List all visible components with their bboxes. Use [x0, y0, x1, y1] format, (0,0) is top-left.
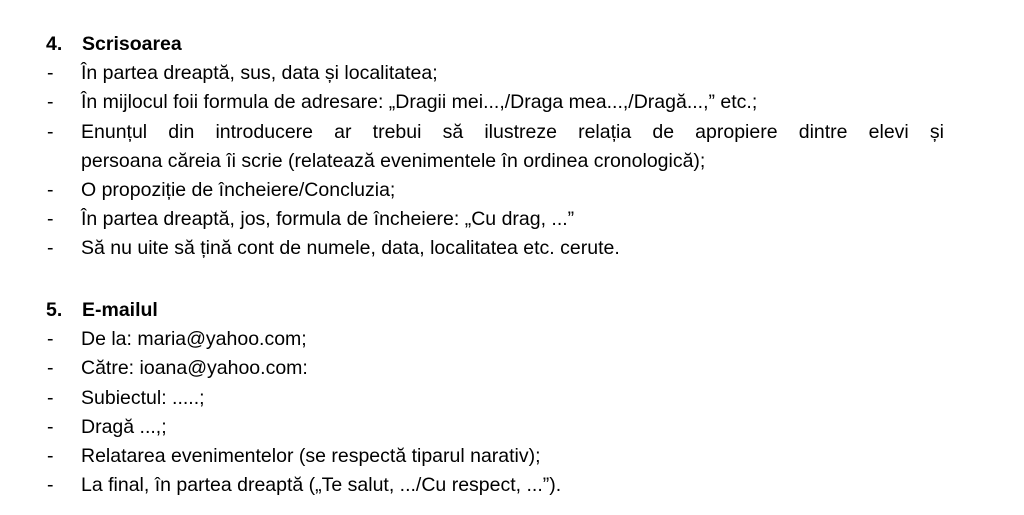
list-bullet-dash: -	[47, 208, 54, 231]
list-item-line-1: Enunțul din introducere ar trebui să ilustreze relația de apropiere dintre elevi și	[81, 120, 944, 143]
list-bullet-dash: -	[47, 91, 54, 114]
list-bullet-dash: -	[47, 178, 54, 201]
list-item-text: Dragă ...,;	[81, 415, 167, 438]
list-item	[0, 443, 1024, 469]
list-bullet-dash: -	[47, 444, 54, 467]
list-item-text: De la: maria@yahoo.com;	[81, 328, 307, 351]
list-bullet-dash: -	[47, 357, 54, 380]
list-item-text: Să nu uite să țină cont de numele, data, localitatea etc. cerute.	[81, 237, 620, 260]
list-item	[0, 472, 1024, 498]
list-item	[0, 355, 1024, 381]
list-bullet-dash: -	[47, 415, 54, 438]
section-heading	[0, 297, 1024, 323]
section-number: 4.	[46, 33, 63, 55]
list-bullet-dash: -	[47, 474, 54, 497]
list-item	[0, 206, 1024, 232]
list-item-text: O propoziție de încheiere/Concluzia;	[81, 178, 396, 201]
list-item	[0, 177, 1024, 203]
section-heading	[0, 31, 1024, 57]
list-item	[0, 385, 1024, 411]
section-scrisoarea	[0, 31, 1024, 261]
list-item-text: Relatarea evenimentelor (se respectă tiparul narativ);	[81, 444, 541, 467]
list-item-text: La final, în partea dreaptă („Te salut, .../Cu respect, ...”).	[81, 474, 562, 497]
section-title: Scrisoarea	[82, 33, 182, 55]
list-bullet-dash: -	[47, 62, 54, 85]
list-item-text: În mijlocul foii formula de adresare: „Dragii mei...,/Draga mea...,/Dragă...,” etc.;	[81, 91, 758, 114]
list-item-text: Subiectul: .....;	[81, 386, 205, 409]
list-item	[0, 60, 1024, 86]
list-item	[0, 119, 1024, 174]
list-item	[0, 235, 1024, 261]
list-item-text: Către: ioana@yahoo.com:	[81, 357, 308, 380]
section-e-mailul	[0, 297, 1024, 498]
section-number: 5.	[46, 299, 63, 321]
list-bullet-dash: -	[47, 386, 54, 409]
list-item	[0, 326, 1024, 352]
list-bullet-dash: -	[47, 328, 54, 351]
list-item	[0, 414, 1024, 440]
list-bullet-dash: -	[47, 237, 54, 260]
list-item-line-2: persoana căreia îi scrie (relatează evenimentele în ordinea cronologică);	[81, 149, 706, 172]
section-title: E-mailul	[82, 299, 158, 321]
list-item-text: În partea dreaptă, sus, data și localitatea;	[81, 62, 438, 85]
list-item	[0, 89, 1024, 115]
list-item-text: În partea dreaptă, jos, formula de încheiere: „Cu drag, ...”	[81, 208, 575, 231]
list-item-text-multiline	[81, 119, 944, 174]
list-bullet-dash: -	[47, 120, 54, 143]
